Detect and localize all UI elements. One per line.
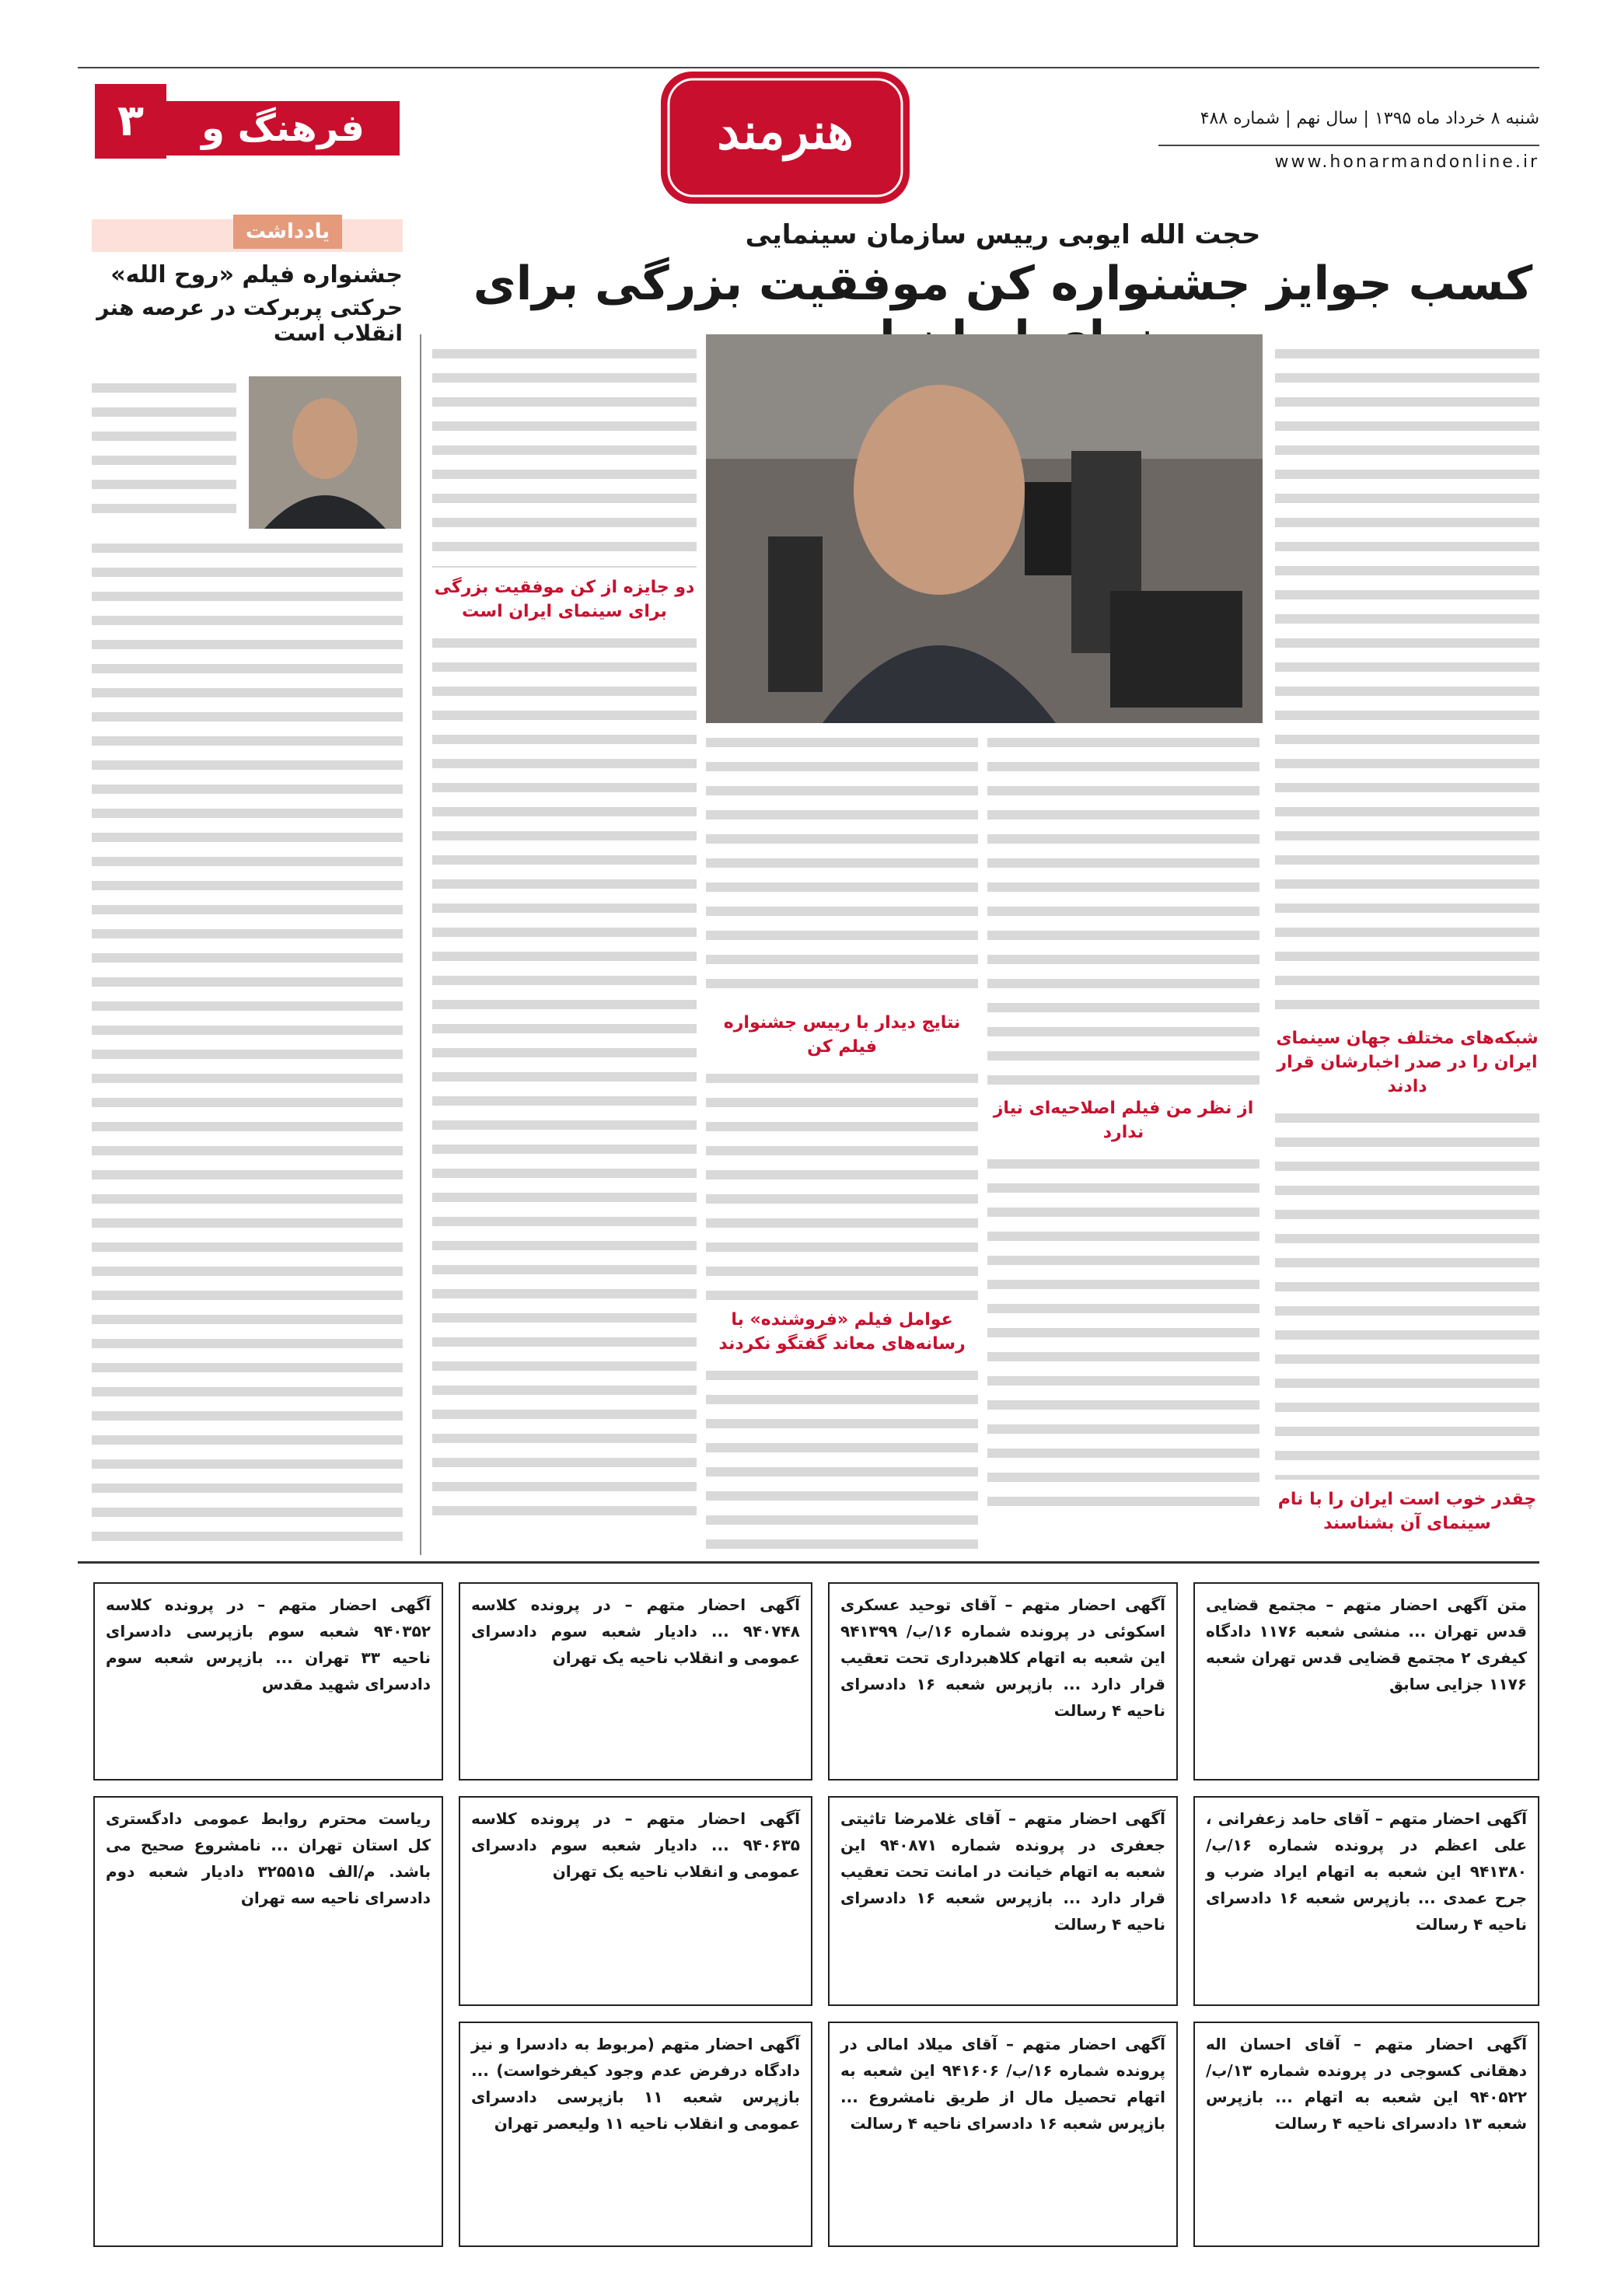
classified-ad: آگهی احضار متهم – آقای احسان اله دهقانی کسوجی در پرونده شماره ۱۳/ب/ ۹۴۰۵۲۲ این شعبه به اتهام ... بازپرس شعبه ۱۳ دادسرای ناحیه ۴ رسالت [1193, 2022, 1539, 2247]
page-number: ۳ [95, 84, 166, 159]
note-title-block [92, 261, 403, 346]
note-column-intro [92, 376, 236, 524]
classified-ad: آگهی احضار متهم – آقای توحید عسکری اسکوئی در پرونده شماره ۱۶/ب/ ۹۴۱۳۹۹ این شعبه به اتهام کلاهبرداری تحت تعقیب قرار دارد ... بازپرس شعبه ۱۶ دادسرای ناحیه ۴ رسالت [828, 1582, 1178, 1781]
column-text [987, 731, 1259, 1089]
classified-ad: آگهی احضار متهم – در پرونده کلاسه ۹۴۰۶۳۵ ... دادیار شعبه سوم دادسرای عمومی و انقلاب ناحیه یک تهران [459, 1796, 812, 2006]
classified-ad: آگهی احضار متهم – آقای میلاد امالی در پرونده شماره ۱۶/ب/ ۹۴۱۶۰۶ این شعبه به اتهام تحصیل مال از طریق نامشروع ... بازپرس شعبه ۱۶ دادسرای ناحیه ۴ رسالت [828, 2022, 1178, 2247]
press-scene-image [706, 334, 1263, 723]
top-rule [78, 67, 1539, 68]
newspaper-logo [661, 72, 910, 204]
website-url[interactable]: www.honarmandonline.ir [1274, 152, 1539, 172]
column-text [1275, 342, 1539, 1019]
classified-ad: متن آگهی احضار متهم – مجتمع قضایی قدس تهران ... منشی شعبه ۱۱۷۶ دادگاه کیفری ۲ مجتمع قضایی قدس تهران شعبه ۱۱۷۶ جزایی سابق [1193, 1582, 1539, 1781]
ads-top-rule [78, 1561, 1539, 1564]
column-divider [420, 334, 421, 1555]
subhead: دو جایزه از کن موفقیت بزرگی برای سینمای ایران است [434, 578, 695, 621]
column-text [706, 731, 978, 1003]
subhead: عوامل فیلم «فروشنده» با رسانه‌های معاند گفتگو نکردند [718, 1310, 966, 1354]
note-subtitle: حرکتی پربرکت در عرصه هنر انقلاب است [96, 295, 403, 346]
column-text [706, 1364, 978, 1558]
note-column [92, 536, 403, 1555]
classified-ad: آگهی احضار متهم – آقای غلامرضا تاثیتی جعفری در پرونده شماره ۹۴۰۸۷۱ این شعبه به اتهام خیانت در امانت تحت تعقیب قرار دارد ... بازپرس شعبه ۱۶ دادسرای ناحیه ۴ رسالت [828, 1796, 1178, 2006]
author-portrait-icon [249, 376, 401, 529]
subhead: شبکه‌های مختلف جهان سینمای ایران را در صدر اخبارشان قرار دادند [1276, 1029, 1539, 1096]
column-text [92, 376, 236, 521]
article-column-2 [987, 731, 1259, 1555]
article-column-3 [706, 731, 978, 1555]
article-headline: کسب جوایز جشنواره کن موفقیت بزرگی برای [473, 257, 1533, 311]
issue-line: شنبه ۸ خرداد ماه ۱۳۹۵ | سال نهم | شماره ۴۸۸ [1200, 109, 1539, 128]
article-photo [706, 334, 1263, 723]
column-text [432, 342, 697, 568]
article-column-4 [432, 342, 697, 1555]
column-text [987, 1152, 1259, 1510]
classified-ad: ریاست محترم روابط عمومی دادگستری کل استان تهران ... نامشروع صحیح می باشد. م/الف ۳۲۵۵۱۵ دادیار شعبه دوم دادسرای ناحیه سه تهران [93, 1796, 443, 2247]
column-text [1275, 1106, 1539, 1480]
classified-ad: آگهی احضار متهم – در پرونده کلاسه ۹۴۰۳۵۲ شعبه سوم بازپرسی دادسرای ناحیه ۳۳ تهران ... بازپرس شعبه سوم دادسرای شهید مقدس [93, 1582, 443, 1781]
classified-ad: آگهی احضار متهم – آقای حامد زعفرانی ، علی اعظم در پرونده شماره ۱۶/ب/ ۹۴۱۳۸۰ این شعبه به اتهام ایراد ضرب و جرح عمدی ... بازپرس شعبه ۱۶ دادسرای ناحیه ۴ رسالت [1193, 1796, 1539, 2006]
article-kicker: حجت الله ایوبی رییس سازمان سینمایی [745, 219, 1261, 250]
logo-text: هنرمند [717, 103, 854, 161]
masthead-divider [1158, 145, 1539, 146]
masthead [0, 0, 1607, 218]
column-text [706, 1067, 978, 1300]
column-text [92, 536, 403, 1547]
classified-ad: آگهی احضار متهم (مربوط به دادسرا و نیز دادگاه درفرض عدم وجود کیفرخواست) ... بازپرس شعبه ۱۱ بازپرسی دادسرای عمومی و انقلاب ناحیه ۱۱ ولیعصر تهران [459, 2022, 812, 2247]
note-title: جشنواره فیلم «روح الله» [110, 261, 403, 288]
classified-ad: آگهی احضار متهم – در پرونده کلاسه ۹۴۰۷۴۸ ... دادیار شعبه سوم دادسرای عمومی و انقلاب ناحیه یک تهران [459, 1582, 812, 1781]
author-photo [249, 376, 401, 529]
subhead: چقدر خوب است ایران را با نام سینمای آن بشناسند [1277, 1490, 1537, 1533]
section-title: فرهنگ و هنر [166, 101, 400, 156]
subhead: از نظر من فیلم اصلاحیه‌ای نیاز ندارد [993, 1099, 1254, 1142]
article-column-1 [1275, 342, 1539, 1555]
note-label: یادداشت [233, 215, 342, 249]
column-text [432, 631, 697, 1525]
subhead: نتایج دیدار با رییس جشنواره فیلم کن [723, 1013, 961, 1057]
